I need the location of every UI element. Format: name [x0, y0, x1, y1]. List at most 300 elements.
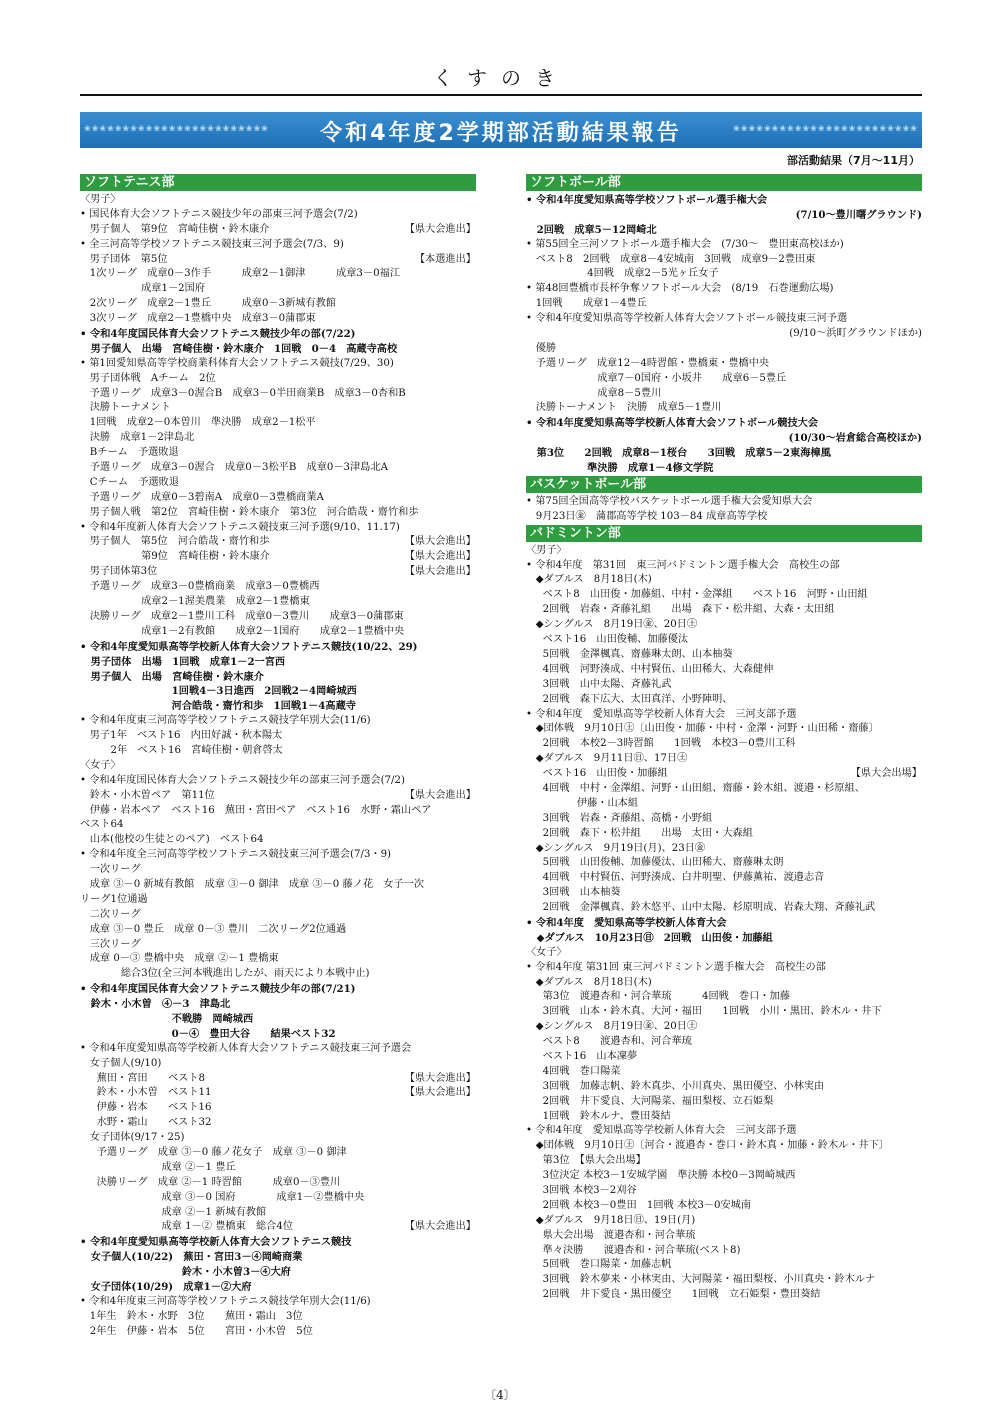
- result-text: ベスト8 渡邉杏和、河合華琉: [526, 1036, 692, 1048]
- result-line: [80, 1116, 476, 1131]
- result-text: 3回戦 山本・鈴木真、大河・福田 1回戦 小川・黒田、鈴木ル・井下: [526, 1006, 882, 1018]
- banner-pattern-right: ❀❀❀❀❀❀❀❀❀❀❀❀❀❀❀❀❀❀❀❀❀❀❀❀: [733, 124, 918, 133]
- result-line: [80, 1280, 476, 1295]
- result-line: [526, 312, 922, 327]
- section-heading: バスケットボール部: [526, 476, 922, 493]
- result-line: [80, 952, 476, 967]
- result-line: [526, 1110, 922, 1125]
- result-text: 1回戦 鈴木ルナ、豊田葵結: [526, 1110, 671, 1122]
- result-line: [526, 931, 922, 946]
- result-line: [80, 521, 476, 536]
- result-text: 予選リーグ 成章 ③－0 藤ノ花女子 成章 ③－0 御津: [80, 1147, 347, 1158]
- result-text: 2回戦 金澤楓真、鈴木悠平、山中太陽、杉原明成、岩森大翔、斉藤礼武: [526, 902, 876, 914]
- header-rule: [80, 94, 922, 96]
- result-text: 1次リーグ 成章0－3作手 成章2－1御津 成章3－0福江: [80, 268, 400, 280]
- result-text: 0－④ 豊田大谷 結果ベスト32: [80, 1027, 336, 1040]
- result-text: 蕪田・宮田 ベスト8: [80, 1072, 206, 1084]
- result-text: 男子個人 出場 宮崎佳樹・鈴木康介 1回戦 0－4 高蔵寺高校: [80, 342, 398, 355]
- result-line: [80, 1161, 476, 1176]
- result-line: [526, 842, 922, 857]
- result-line: [526, 737, 922, 752]
- result-line: [526, 1095, 922, 1110]
- result-line: [526, 267, 922, 282]
- right-column: [526, 174, 922, 1303]
- result-line: [80, 208, 476, 223]
- result-line: [80, 699, 476, 714]
- result-text: 1回戦4－3日進西 2回戦2－4岡崎城西: [80, 685, 357, 698]
- result-line: [526, 1214, 922, 1229]
- result-text: 5回戦 山田俊輔、加藤優汰、山田稀大、齋藤琳太朗: [526, 857, 784, 869]
- result-text: 決勝リーグ 成章2－1豊川工科 成章0－3豊川 成章3－0蒲郡東: [80, 610, 404, 622]
- result-line: [526, 812, 922, 827]
- result-line: [80, 267, 476, 282]
- page-title: 令和4年度2学期部活動結果報告: [320, 121, 682, 146]
- result-line: [526, 886, 922, 901]
- result-text: • 令和4年度愛知県高等学校新人体育大会ソフトテニス競技東三河予選会: [80, 1042, 412, 1054]
- result-text: 〈女子〉: [526, 946, 567, 958]
- result-line: [80, 461, 476, 476]
- result-text: 県大会出場 渡邉杏和・河合華琉: [526, 1229, 696, 1241]
- result-line: [80, 476, 476, 491]
- result-note: 【県大会進出】: [404, 789, 476, 801]
- result-text: • 令和4年度愛知県高等学校新人体育大会ソフトボール競技東三河予選: [526, 313, 848, 325]
- left-column: [80, 174, 476, 1340]
- result-line: [80, 1057, 476, 1072]
- result-line: [526, 663, 922, 678]
- result-line: [526, 297, 922, 312]
- result-text: ◆シングルス 8月19日㊎、20日㊏: [526, 619, 698, 631]
- result-text: ◆ダブルス 9月11日㊐、17日㊏: [526, 753, 688, 765]
- result-line: [526, 1124, 922, 1139]
- result-text: 河合皓哉・齋竹和歩 1回戦1－4高蔵寺: [80, 700, 356, 713]
- result-line: [526, 510, 922, 525]
- result-line: [80, 1235, 476, 1250]
- result-text: 成章 ③－0 国府 成章1－②豊橋中央: [80, 1191, 365, 1203]
- result-line: [526, 1258, 922, 1273]
- result-text: 鈴木・小木曽 ベスト11: [80, 1087, 212, 1099]
- result-line: [526, 238, 922, 253]
- result-text: 決勝トーナメント 決勝 成章5－1豊川: [526, 402, 722, 414]
- result-text: 男子団体戦 Aチーム 2位: [80, 372, 216, 384]
- result-line: [526, 990, 922, 1005]
- result-text: 2回戦 岩森・斉藤礼組 出場 森下・松井組、大森・太田組: [526, 604, 835, 616]
- result-line: [80, 893, 476, 908]
- result-line: [80, 997, 476, 1012]
- result-line: [526, 544, 922, 559]
- result-line: [526, 416, 922, 431]
- result-text: 伊藤・山本組: [526, 797, 639, 809]
- result-line: [526, 588, 922, 603]
- result-line: [526, 342, 922, 357]
- result-text: 不戦勝 岡崎城西: [80, 1012, 254, 1025]
- result-line: [80, 610, 476, 625]
- result-text: 2回戦 森下広大、太田真洋、小野陣明、: [526, 693, 733, 705]
- result-text: 5回戦 金澤楓真、齋藤琳太朗、山本柚葵: [526, 648, 733, 660]
- result-text: 成章 ③－0 豊丘 成章 0－③ 豊川 二次リーグ2位通過: [80, 923, 347, 935]
- result-line: [80, 342, 476, 357]
- result-text: 2年生 伊藤・岩本 5位 宮田・小木曽 5位: [80, 1325, 313, 1337]
- result-text: 予選リーグ 成章3－0渥合B 成章3－0半田商業B 成章3－0杏和B: [80, 387, 406, 399]
- result-text: • 令和4年度東三河高等学校ソフトテニス競技学年別大会(11/6): [80, 1295, 371, 1307]
- result-line: [80, 416, 476, 431]
- result-text: 3回戦 本校3－2刈谷: [526, 1185, 637, 1196]
- period-subtitle: 部活動結果（7月～11月）: [787, 154, 920, 167]
- result-note: 【本選進出】: [414, 253, 476, 265]
- result-line: [80, 1042, 476, 1057]
- result-line: [80, 967, 476, 982]
- result-text: 準決勝 成章1－4修文学院: [526, 462, 714, 475]
- result-text: 4回戦 成章2－5光ヶ丘女子: [526, 268, 719, 280]
- result-line: [80, 848, 476, 863]
- result-line: [526, 401, 922, 416]
- result-line: [80, 1027, 476, 1042]
- result-line: [80, 1325, 476, 1340]
- result-line: [80, 1310, 476, 1325]
- result-line: [526, 1169, 922, 1184]
- result-text: 〈男子〉: [526, 544, 567, 556]
- result-line: [526, 648, 922, 663]
- section-heading: ソフトボール部: [526, 174, 922, 191]
- result-text: 決勝リーグ 成章 ②－1 時習館 成章0－③豊川: [80, 1176, 341, 1188]
- result-text: 成章 ③－0 新城有教館 成章 ③－0 御津 成章 ③－0 藤ノ花 女子一次: [80, 878, 425, 890]
- result-line: [80, 253, 476, 268]
- result-line: [80, 401, 476, 416]
- result-note: 【県大会進出】: [404, 1221, 476, 1233]
- result-text: 男子個人 第5位 河合皓哉・齋竹和歩: [80, 536, 270, 548]
- result-line: [80, 1176, 476, 1191]
- result-text: 決勝 成章1－2津島北: [80, 432, 195, 444]
- result-line: [80, 938, 476, 953]
- result-line: [526, 1050, 922, 1065]
- result-text: • 令和4年度 第31回 東三河バドミントン選手権大会 高校生の部: [526, 961, 826, 973]
- result-text: • 国民体育大会ソフトテニス競技少年の部東三河予選会(7/2): [80, 208, 358, 220]
- result-note: 【県大会進出】: [404, 223, 476, 235]
- banner-pattern-left: ❀❀❀❀❀❀❀❀❀❀❀❀❀❀❀❀❀❀❀❀❀❀❀❀: [84, 124, 269, 133]
- result-text: 第3位 渡邉杏和・河合華琉 4回戦 巻口・加藤: [526, 991, 790, 1003]
- result-text: 成章1－2有教館 成章2－1国府 成章2－1豊橋中央: [80, 625, 405, 637]
- result-text: 2回戦 本校3－0豊田 1回戦 本校3－0安城南: [526, 1199, 752, 1211]
- result-line: [526, 446, 922, 461]
- result-text: 男子個人 第9位 宮崎佳樹・鈴木康介: [80, 223, 270, 235]
- result-text: • 第48回豊橋市長杯争奪ソフトボール大会 (8/19 石巻運動広場): [526, 283, 834, 295]
- result-text: ベスト8 山田俊・加藤組、中村・金澤組 ベスト16 河野・山田組: [526, 589, 868, 601]
- result-text: 3回戦 山本柚葵: [526, 887, 621, 899]
- result-text: 〈女子〉: [80, 759, 121, 771]
- result-line: [80, 833, 476, 848]
- result-line: [80, 625, 476, 640]
- result-note: 【県大会進出】: [404, 566, 476, 578]
- result-text: 予選リーグ 成章12－4時習館・豊橋東・豊橋中央: [526, 357, 770, 369]
- result-line: [526, 708, 922, 723]
- section-heading: バドミントン部: [526, 525, 922, 542]
- result-line: [80, 595, 476, 610]
- result-line: [80, 1265, 476, 1280]
- result-note: (10/30～岩倉総合高校ほか): [788, 432, 922, 445]
- result-text: 三次リーグ: [80, 938, 141, 950]
- result-text: 1年生 鈴木・水野 3位 蕪田・霜山 3位: [80, 1310, 303, 1322]
- result-text: 2回戦 井下愛良、大河陽菜、福田梨桜、立石姫梨: [526, 1095, 774, 1107]
- result-text: 成章 0－③ 豊橋中央 成章 ②－1 豊橋東: [80, 953, 279, 965]
- result-line: [80, 238, 476, 253]
- result-line: [526, 1139, 922, 1154]
- result-line: [526, 431, 922, 446]
- result-line: [526, 693, 922, 708]
- result-text: 2回戦 成章5－12岡崎北: [526, 223, 657, 236]
- result-text: 第3位 2回戦 成章8－1桜台 3回戦 成章5－2東海樟風: [526, 447, 831, 460]
- result-text: 男子個人戦 第2位 宮崎佳樹・鈴木康介 第3位 河合皓哉・齋竹和歩: [80, 506, 419, 518]
- result-line: [526, 208, 922, 223]
- result-line: [526, 327, 922, 342]
- result-text: • 令和4年度国民体育大会ソフトテニス競技少年の部(7/22): [80, 328, 356, 341]
- result-text: Cチーム 予選敗退: [80, 476, 180, 488]
- result-text: • 令和4年度愛知県高等学校新人体育大会ソフトテニス競技: [80, 1236, 352, 1249]
- result-line: [526, 871, 922, 886]
- result-line: [80, 908, 476, 923]
- result-line: [526, 901, 922, 916]
- result-line: [526, 1154, 922, 1169]
- result-text: ◆団体戦 9月10日㊏〔河合・渡邉杏・巻口・鈴木真・加藤・鈴木ル・井下〕: [526, 1140, 889, 1152]
- result-note: 【県大会進出】: [404, 536, 476, 548]
- result-text: 二次リーグ: [80, 908, 141, 920]
- result-text: • 第75回全国高等学校バスケットボール選手権大会愛知県大会: [526, 495, 813, 507]
- result-text: 2回戦 本校2－3時習館 1回戦 本校3－0豊川工科: [526, 738, 796, 750]
- title-banner: [80, 112, 922, 148]
- result-text: • 第55回全三河ソフトボール選手権大会 (7/30～ 豊田東高校ほか): [526, 238, 844, 250]
- result-line: [80, 1086, 476, 1101]
- result-line: [80, 729, 476, 744]
- result-line: [526, 1080, 922, 1095]
- result-text: 成章2－1渥美農業 成章2－1豊橋東: [80, 596, 310, 608]
- result-line: [526, 1288, 922, 1303]
- result-text: 男子団体 出場 1回戦 成章1－2一宮西: [80, 655, 286, 668]
- result-line: [80, 684, 476, 699]
- result-line: [526, 633, 922, 648]
- result-line: [80, 297, 476, 312]
- result-line: [80, 1250, 476, 1265]
- result-line: [526, 1065, 922, 1080]
- result-line: [526, 1005, 922, 1020]
- result-text: 女子団体(9/17・25): [80, 1132, 185, 1144]
- result-text: 成章 1－② 豊橋東 総合4位: [80, 1221, 294, 1233]
- result-line: [80, 774, 476, 789]
- result-text: 山本(他校の生徒とのペア) ベスト64: [80, 834, 264, 846]
- result-text: 伊藤・岩本 ベスト16: [80, 1102, 212, 1114]
- result-line: [526, 253, 922, 268]
- result-line: [526, 946, 922, 961]
- result-text: 優勝: [526, 342, 557, 354]
- result-text: • 全三河高等学校ソフトテニス競技東三河予選会(7/3、9): [80, 238, 344, 250]
- result-line: [80, 878, 476, 893]
- result-line: [80, 789, 476, 804]
- result-line: [526, 856, 922, 871]
- result-line: [80, 1206, 476, 1221]
- result-text: • 令和4年度 愛知県高等学校新人体育大会 三河支部予選: [526, 708, 797, 720]
- result-line: [526, 495, 922, 510]
- result-text: 女子団体(10/29) 成章1－②大府: [80, 1281, 252, 1294]
- result-text: 成章7－0国府・小坂井 成章6－5豊丘: [526, 372, 787, 384]
- result-text: 2回戦 井下愛良・黒田優空 1回戦 立石姫梨・豊田葵結: [526, 1289, 821, 1301]
- result-line: [526, 678, 922, 693]
- result-text: 伊藤・岩本ペア ベスト16 蕪田・宮田ペア ベスト16 水野・霜山ペア: [80, 804, 432, 816]
- result-line: [526, 1035, 922, 1050]
- page-number: 〔4〕: [484, 1388, 516, 1402]
- result-text: • 令和4年度愛知県高等学校ソフトボール選手権大会: [526, 194, 768, 206]
- result-line: [526, 1229, 922, 1244]
- result-line: [526, 1184, 922, 1199]
- result-line: [526, 1020, 922, 1035]
- result-line: [526, 372, 922, 387]
- result-line: [80, 1220, 476, 1235]
- result-line: [80, 982, 476, 997]
- result-text: 女子個人(9/10): [80, 1057, 162, 1069]
- result-text: 総合3位(全三河本戦進出したが、雨天により本戦中止): [80, 968, 370, 980]
- result-text: • 令和4年度愛知県高等学校新人体育大会ソフトボール競技大会: [526, 417, 819, 430]
- result-text: 鈴木・小木曽3－④大府: [80, 1266, 291, 1279]
- result-line: [80, 387, 476, 402]
- result-line: [80, 506, 476, 521]
- result-text: 決勝トーナメント: [80, 402, 171, 414]
- result-line: [80, 535, 476, 550]
- result-text: 一次リーグ: [80, 864, 141, 876]
- result-line: [80, 372, 476, 387]
- result-line: [526, 916, 922, 931]
- result-line: [80, 550, 476, 565]
- result-text: 予選リーグ 成章3－0豊橋商業 成章3－0豊橋西: [80, 581, 320, 593]
- result-text: 3位決定 本校3－1安城学園 準決勝 本校0－3岡崎城西: [526, 1170, 796, 1182]
- result-line: [80, 1295, 476, 1310]
- result-line: [80, 744, 476, 759]
- result-line: [80, 223, 476, 238]
- result-note: 【県大会進出】: [404, 1087, 476, 1099]
- result-line: [80, 1146, 476, 1161]
- result-note: 【県大会出場】: [850, 768, 922, 780]
- result-line: [526, 722, 922, 737]
- result-line: [80, 670, 476, 685]
- result-line: [526, 223, 922, 238]
- result-text: • 令和4年度 愛知県高等学校新人体育大会: [526, 916, 727, 929]
- result-line: [80, 431, 476, 446]
- result-text: • 令和4年度東三河高等学校ソフトテニス競技学年別大会(11/6): [80, 715, 371, 727]
- result-text: • 第1回愛知県高等学校商業科体育大会ソフトテニス競技(7/29、30): [80, 357, 394, 369]
- result-line: [80, 923, 476, 938]
- result-line: [80, 1191, 476, 1206]
- result-line: [526, 573, 922, 588]
- result-line: [526, 559, 922, 574]
- result-text: 3回戦 加藤志帆、鈴木真歩、小川真央、黒田優空、小林実由: [526, 1080, 825, 1092]
- result-text: 水野・霜山 ベスト32: [80, 1117, 212, 1129]
- result-line: [526, 282, 922, 297]
- result-text: 1回戦 成章1－4豊丘: [526, 298, 647, 310]
- result-line: [526, 752, 922, 767]
- result-text: 4回戦 中村賢伍、河野湊成、白井明聖、伊藤薫祐、渡邉志音: [526, 872, 825, 884]
- result-text: 3次リーグ 成章2－1豊橋中央 成章3－0蒲郡東: [80, 313, 316, 325]
- result-line: [80, 357, 476, 372]
- result-text: ◆ダブルス 8月18日(木): [526, 574, 652, 586]
- result-text: • 令和4年度新人体育大会ソフトテニス競技東三河予選(9/10、11.17): [80, 521, 400, 533]
- result-line: [80, 312, 476, 327]
- result-text: ◆シングルス 8月19日㊎、20日㊏: [526, 1021, 698, 1033]
- result-line: [80, 282, 476, 297]
- result-text: 成章8－5豊川: [526, 387, 662, 399]
- result-text: 成章1－2国府: [80, 283, 206, 295]
- result-line: [526, 961, 922, 976]
- result-line: [80, 193, 476, 208]
- result-text: ベスト8 2回戦 成章8－4安城南 3回戦 成章9－2豊田東: [526, 253, 816, 265]
- result-text: ベスト16 山本凜夢: [526, 1050, 638, 1062]
- result-text: 男子1年 ベスト16 内田好誠・秋本陽太: [80, 730, 283, 742]
- result-line: [80, 491, 476, 506]
- result-line: [80, 655, 476, 670]
- result-line: [526, 827, 922, 842]
- result-text: 1回戦 成章2－0本曽川 準決勝 成章2－1松平: [80, 417, 316, 429]
- result-text: ◆ダブルス 10月23日㊐ 2回戦 山田俊・加藤組: [526, 931, 773, 944]
- result-text: 3回戦 鈴木夢来・小林実由、大河陽菜・福田梨桜、小川真央・鈴木ルナ: [526, 1274, 876, 1286]
- result-line: [526, 357, 922, 372]
- result-text: 5回戦 巻口陽菜・加藤志帆: [526, 1259, 672, 1271]
- result-text: ◆シングルス 9月19日(月)、23日㊎: [526, 842, 706, 854]
- result-line: [80, 327, 476, 342]
- result-line: [526, 603, 922, 618]
- result-text: 2次リーグ 成章2－1豊丘 成章0－3新城有教館: [80, 298, 337, 310]
- result-line: [80, 1101, 476, 1116]
- result-line: [80, 714, 476, 729]
- result-line: [526, 618, 922, 633]
- result-line: [526, 767, 922, 782]
- result-text: 予選リーグ 成章0－3碧南A 成章0－3豊橋商業A: [80, 491, 324, 503]
- result-line: [526, 461, 922, 476]
- result-text: 3回戦 岩森・斉藤組、高橋・小野組: [526, 812, 713, 824]
- result-text: 男子団体第3位: [80, 566, 158, 578]
- result-text: • 令和4年度 第31回 東三河バドミントン選手権大会 高校生の部: [526, 559, 840, 571]
- result-text: • 令和4年度全三河高等学校ソフトテニス競技東三河予選会(7/3・9): [80, 849, 392, 861]
- result-line: [80, 863, 476, 878]
- result-text: 鈴木・小木曽 ④－3 津島北: [80, 998, 231, 1011]
- result-text: 女子個人(10/22) 蕪田・宮田3－④岡崎商業: [80, 1251, 303, 1264]
- result-text: 4回戦 巻口陽菜: [526, 1065, 621, 1077]
- result-line: [80, 446, 476, 461]
- result-line: [526, 797, 922, 812]
- result-text: 予選リーグ 成章3－0渥合 成章0－3松平B 成章0－3津島北A: [80, 462, 388, 474]
- result-text: ベスト16 山田俊輔、加藤優汰: [526, 634, 689, 646]
- result-text: 鈴木・小木曽ペア 第11位: [80, 789, 215, 801]
- result-line: [526, 782, 922, 797]
- result-text: 成章 ②－1 豊丘: [80, 1161, 236, 1173]
- result-text: ◆ダブルス 8月18日(木): [526, 976, 652, 988]
- result-line: [526, 1199, 922, 1214]
- result-text: ベスト16 山田俊・加藤組: [526, 768, 668, 780]
- result-line: [80, 804, 476, 819]
- result-text: 男子団体 第5位: [80, 253, 168, 265]
- result-line: [80, 1012, 476, 1027]
- result-text: ベスト64: [80, 819, 124, 831]
- result-note: 【県大会進出】: [404, 551, 476, 563]
- result-note: 【県大会進出】: [404, 1072, 476, 1084]
- result-text: 準々決勝 渡邉杏和・河合華琉(ベスト8): [526, 1244, 741, 1256]
- result-text: ◆団体戦 9月10日㊏〔山田俊・加藤・中村・金澤・河野・山田稀・齋藤〕: [526, 723, 879, 735]
- result-line: [526, 976, 922, 991]
- result-text: リーグ1位通過: [80, 893, 148, 905]
- result-text: 〈男子〉: [80, 194, 121, 205]
- result-line: [80, 759, 476, 774]
- result-text: Bチーム 予選敗退: [80, 447, 179, 459]
- result-line: [526, 387, 922, 402]
- result-note: (9/10～浜町グラウンドほか): [789, 328, 922, 340]
- result-text: • 令和4年度愛知県高等学校新人体育大会ソフトテニス競技(10/22、29): [80, 640, 418, 653]
- result-line: [80, 565, 476, 580]
- result-line: [526, 193, 922, 208]
- result-text: 4回戦 中村・金澤組、河野・山田組、齋藤・鈴木組、渡邉・杉原組、: [526, 782, 865, 794]
- result-line: [80, 580, 476, 595]
